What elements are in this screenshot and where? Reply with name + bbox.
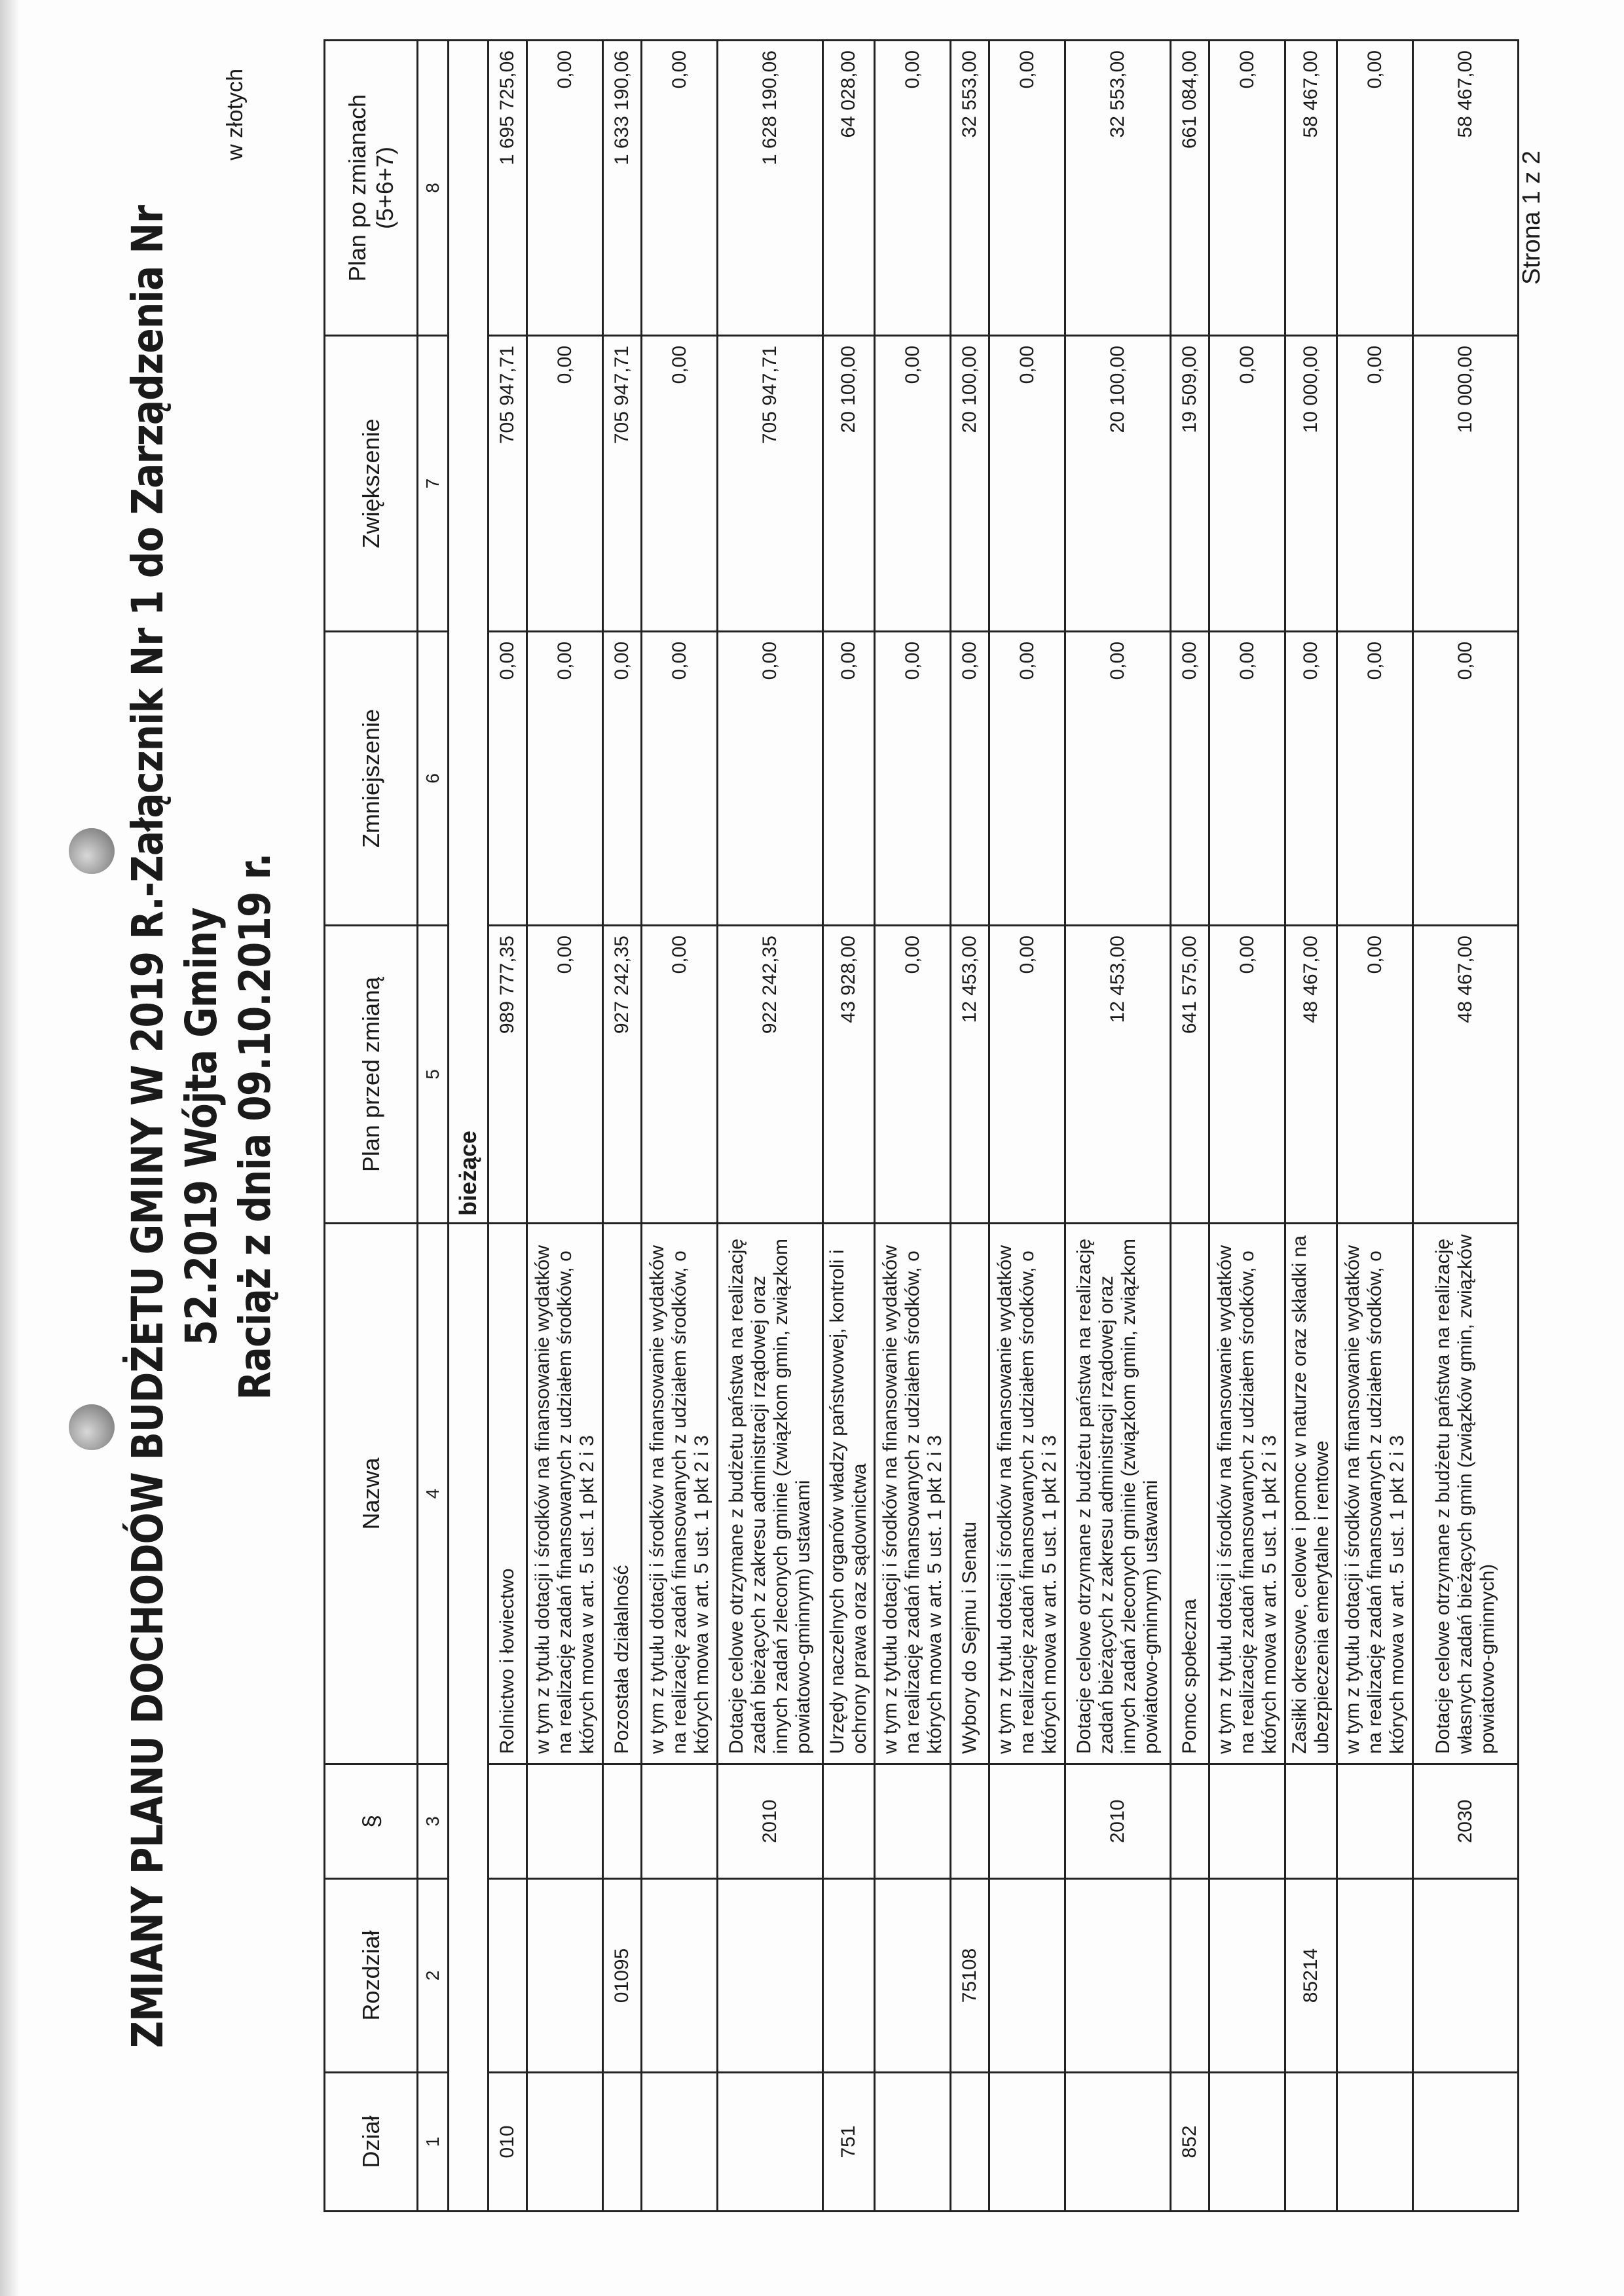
units-label: w złotych <box>223 69 248 160</box>
paragraf-cell <box>1285 1764 1337 1879</box>
column-number: 4 <box>418 1224 449 1764</box>
nazwa-cell: Urzędy naczelnych organów władzy państwowej, kontroli i ochrony prawa oraz sądownictwa <box>823 1224 875 1764</box>
plan-po-cell: 0,00 <box>527 41 603 336</box>
plan-przed-cell: 0,00 <box>642 926 718 1224</box>
dzial-cell <box>1065 2073 1171 2212</box>
plan-przed-cell: 0,00 <box>1337 926 1413 1224</box>
rozdzial-cell: 75108 <box>951 1879 989 2073</box>
plan-po-cell: 32 553,00 <box>1065 41 1171 336</box>
column-number: 7 <box>418 336 449 632</box>
plan-po-cell: 0,00 <box>1209 41 1285 336</box>
nazwa-cell: Rolnictwo i łowiectwo <box>489 1224 527 1764</box>
dzial-cell <box>989 2073 1065 2212</box>
zwiekszenie-cell: 10 000,00 <box>1413 336 1519 632</box>
rozdzial-cell: 01095 <box>603 1879 642 2073</box>
table-row <box>989 41 1065 2212</box>
zwiekszenie-cell: 19 509,00 <box>1171 336 1209 632</box>
zmniejszenie-cell: 0,00 <box>527 632 603 926</box>
nazwa-cell: Zasiłki okresowe, celowe i pomoc w naturze oraz składki na ubezpieczenia emerytalne i rentowe <box>1285 1224 1337 1764</box>
zwiekszenie-cell: 0,00 <box>1337 336 1413 632</box>
section-spacer <box>449 1224 489 2212</box>
zmniejszenie-cell: 0,00 <box>823 632 875 926</box>
dzial-cell <box>875 2073 951 2212</box>
table-row <box>1171 41 1209 2212</box>
header-plan-po <box>325 41 418 336</box>
table-row <box>718 41 823 2212</box>
column-number: 3 <box>418 1764 449 1879</box>
plan-przed-cell: 12 453,00 <box>951 926 989 1224</box>
dzial-cell <box>642 2073 718 2212</box>
rozdzial-cell: 85214 <box>1285 1879 1337 2073</box>
zwiekszenie-cell: 20 100,00 <box>823 336 875 632</box>
zwiekszenie-cell: 20 100,00 <box>1065 336 1171 632</box>
paragraf-cell: 2010 <box>718 1764 823 1879</box>
zmniejszenie-cell: 0,00 <box>951 632 989 926</box>
plan-przed-cell: 0,00 <box>527 926 603 1224</box>
plan-po-cell: 58 467,00 <box>1413 41 1519 336</box>
zwiekszenie-cell: 705 947,71 <box>603 336 642 632</box>
nazwa-cell: Wybory do Sejmu i Senatu <box>951 1224 989 1764</box>
rozdzial-cell <box>1065 1879 1171 2073</box>
scan-edge-shadow <box>0 0 20 2296</box>
header-plan-po-line1: Plan po zmianach <box>343 94 371 282</box>
budget-changes-table <box>323 39 1519 2212</box>
table-row <box>1413 41 1519 2212</box>
table-row <box>1209 41 1285 2212</box>
table-row <box>1285 41 1337 2212</box>
column-number: 8 <box>418 41 449 336</box>
paragraf-cell <box>989 1764 1065 1879</box>
dzial-cell <box>1209 2073 1285 2212</box>
paragraf-cell <box>875 1764 951 1879</box>
plan-po-cell: 0,00 <box>1337 41 1413 336</box>
nazwa-cell: w tym z tytułu dotacji i środków na finansowanie wydatków na realizację zadań finansowanych z udziałem środków, o których mowa w art. 5 ust. 1 pkt 2 i 3 <box>1209 1224 1285 1764</box>
dzial-cell: 751 <box>823 2073 875 2212</box>
table-row <box>1337 41 1413 2212</box>
paragraf-cell <box>823 1764 875 1879</box>
title-line-2: Raciąż z dnia 09.10.2019 r. <box>230 853 280 1400</box>
table-row <box>489 41 527 2212</box>
dzial-cell <box>603 2073 642 2212</box>
rozdzial-cell <box>1337 1879 1413 2073</box>
table-row <box>875 41 951 2212</box>
section-label: bieżące <box>449 41 489 1224</box>
rozdzial-cell <box>718 1879 823 2073</box>
rozdzial-cell <box>489 1879 527 2073</box>
column-number-row <box>418 41 449 2212</box>
nazwa-cell: Pomoc społeczna <box>1171 1224 1209 1764</box>
table-row <box>1065 41 1171 2212</box>
header-dzial: Dział <box>325 2073 418 2212</box>
nazwa-cell: Dotacje celowe otrzymane z budżetu państwa na realizację zadań bieżących z zakresu administracji rządowej oraz innych zadań zleconych gminie (związkom gmin, związkom powiatowo-gminnym) ustawami <box>718 1224 823 1764</box>
nazwa-cell: w tym z tytułu dotacji i środków na finansowanie wydatków na realizację zadań finansowanych z udziałem środków, o których mowa w art. 5 ust. 1 pkt 2 i 3 <box>1337 1224 1413 1764</box>
zmniejszenie-cell: 0,00 <box>642 632 718 926</box>
rozdzial-cell <box>989 1879 1065 2073</box>
header-plan-przed: Plan przed zmianą <box>325 926 418 1224</box>
table-row <box>603 41 642 2212</box>
plan-przed-cell: 48 467,00 <box>1413 926 1519 1224</box>
paragraf-cell <box>603 1764 642 1879</box>
plan-przed-cell: 641 575,00 <box>1171 926 1209 1224</box>
plan-po-cell: 0,00 <box>989 41 1065 336</box>
rozdzial-cell <box>642 1879 718 2073</box>
zwiekszenie-cell: 10 000,00 <box>1285 336 1337 632</box>
header-rozdzial: Rozdział <box>325 1879 418 2073</box>
zmniejszenie-cell: 0,00 <box>1065 632 1171 926</box>
nazwa-cell: w tym z tytułu dotacji i środków na finansowanie wydatków na realizację zadań finansowanych z udziałem środków, o których mowa w art. 5 ust. 1 pkt 2 i 3 <box>875 1224 951 1764</box>
plan-przed-cell: 927 242,35 <box>603 926 642 1224</box>
nazwa-cell: w tym z tytułu dotacji i środków na finansowanie wydatków na realizację zadań finansowanych z udziałem środków, o których mowa w art. 5 ust. 1 pkt 2 i 3 <box>642 1224 718 1764</box>
zmniejszenie-cell: 0,00 <box>489 632 527 926</box>
dzial-cell: 010 <box>489 2073 527 2212</box>
column-number: 5 <box>418 926 449 1224</box>
plan-po-cell: 58 467,00 <box>1285 41 1337 336</box>
zwiekszenie-cell: 0,00 <box>1209 336 1285 632</box>
zmniejszenie-cell: 0,00 <box>603 632 642 926</box>
table-row <box>951 41 989 2212</box>
nazwa-cell: w tym z tytułu dotacji i środków na finansowanie wydatków na realizację zadań finansowanych z udziałem środków, o których mowa w art. 5 ust. 1 pkt 2 i 3 <box>989 1224 1065 1764</box>
zwiekszenie-cell: 20 100,00 <box>951 336 989 632</box>
plan-przed-cell: 0,00 <box>875 926 951 1224</box>
plan-przed-cell: 0,00 <box>989 926 1065 1224</box>
rozdzial-cell <box>1413 1879 1519 2073</box>
rozdzial-cell <box>823 1879 875 2073</box>
zwiekszenie-cell: 0,00 <box>989 336 1065 632</box>
zmniejszenie-cell: 0,00 <box>1171 632 1209 926</box>
nazwa-cell: w tym z tytułu dotacji i środków na finansowanie wydatków na realizację zadań finansowanych z udziałem środków, o których mowa w art. 5 ust. 1 pkt 2 i 3 <box>527 1224 603 1764</box>
zmniejszenie-cell: 0,00 <box>875 632 951 926</box>
rozdzial-cell <box>527 1879 603 2073</box>
plan-przed-cell: 48 467,00 <box>1285 926 1337 1224</box>
zwiekszenie-cell: 705 947,71 <box>489 336 527 632</box>
plan-po-cell: 0,00 <box>642 41 718 336</box>
plan-przed-cell: 922 242,35 <box>718 926 823 1224</box>
rozdzial-cell <box>1209 1879 1285 2073</box>
rozdzial-cell <box>1171 1879 1209 2073</box>
document-title <box>121 193 282 2060</box>
paragraf-cell <box>1209 1764 1285 1879</box>
plan-po-cell: 0,00 <box>875 41 951 336</box>
paragraf-cell <box>489 1764 527 1879</box>
header-zwiekszenie: Zwiększenie <box>325 336 418 632</box>
header-nazwa: Nazwa <box>325 1224 418 1764</box>
paragraf-cell <box>951 1764 989 1879</box>
rozdzial-cell <box>875 1879 951 2073</box>
header-row <box>325 41 418 2212</box>
zwiekszenie-cell: 0,00 <box>527 336 603 632</box>
paragraf-cell <box>1337 1764 1413 1879</box>
dzial-cell <box>1337 2073 1413 2212</box>
header-plan-po-line2: (5+6+7) <box>371 146 398 230</box>
plan-przed-cell: 0,00 <box>1209 926 1285 1224</box>
zmniejszenie-cell: 0,00 <box>1209 632 1285 926</box>
zmniejszenie-cell: 0,00 <box>1285 632 1337 926</box>
dzial-cell <box>1413 2073 1519 2212</box>
paragraf-cell <box>1171 1764 1209 1879</box>
punch-hole-icon <box>69 1404 115 1450</box>
dzial-cell <box>718 2073 823 2212</box>
zwiekszenie-cell: 705 947,71 <box>718 336 823 632</box>
zmniejszenie-cell: 0,00 <box>989 632 1065 926</box>
dzial-cell <box>1285 2073 1337 2212</box>
plan-po-cell: 1 633 190,06 <box>603 41 642 336</box>
plan-przed-cell: 12 453,00 <box>1065 926 1171 1224</box>
zwiekszenie-cell: 0,00 <box>642 336 718 632</box>
page-number: Strona 1 z 2 <box>1518 151 1545 285</box>
plan-po-cell: 1 628 190,06 <box>718 41 823 336</box>
nazwa-cell: Dotacje celowe otrzymane z budżetu państwa na realizację zadań bieżących z zakresu administracji rządowej oraz innych zadań zleconych gminie (związkom gmin, związkom powiatowo-gminnym) ustawami <box>1065 1224 1171 1764</box>
plan-po-cell: 1 695 725,06 <box>489 41 527 336</box>
header-zmniejszenie: Zmniejszenie <box>325 632 418 926</box>
paragraf-cell <box>527 1764 603 1879</box>
zmniejszenie-cell: 0,00 <box>1413 632 1519 926</box>
plan-przed-cell: 43 928,00 <box>823 926 875 1224</box>
dzial-cell <box>951 2073 989 2212</box>
header-paragraf: § <box>325 1764 418 1879</box>
zmniejszenie-cell: 0,00 <box>718 632 823 926</box>
zmniejszenie-cell: 0,00 <box>1337 632 1413 926</box>
punch-hole-icon <box>69 828 115 874</box>
table-row <box>823 41 875 2212</box>
zwiekszenie-cell: 0,00 <box>875 336 951 632</box>
table-row <box>642 41 718 2212</box>
paragraf-cell: 2010 <box>1065 1764 1171 1879</box>
plan-po-cell: 661 084,00 <box>1171 41 1209 336</box>
section-row <box>449 41 489 2212</box>
paragraf-cell <box>642 1764 718 1879</box>
dzial-cell: 852 <box>1171 2073 1209 2212</box>
plan-przed-cell: 989 777,35 <box>489 926 527 1224</box>
plan-po-cell: 32 553,00 <box>951 41 989 336</box>
paragraf-cell: 2030 <box>1413 1764 1519 1879</box>
title-line-1: ZMIANY PLANU DOCHODÓW BUDŻETU GMINY W 2019 R.-Załącznik Nr 1 do Zarządzenia Nr 52.2019 Wójta Gminy <box>122 205 227 2049</box>
column-number: 1 <box>418 2073 449 2212</box>
dzial-cell <box>527 2073 603 2212</box>
table-row <box>527 41 603 2212</box>
plan-po-cell: 64 028,00 <box>823 41 875 336</box>
nazwa-cell: Dotacje celowe otrzymane z budżetu państwa na realizację własnych zadań bieżących gmin (związków gmin, związków powiatowo-gminnych) <box>1413 1224 1519 1764</box>
column-number: 2 <box>418 1879 449 2073</box>
nazwa-cell: Pozostała działalność <box>603 1224 642 1764</box>
column-number: 6 <box>418 632 449 926</box>
